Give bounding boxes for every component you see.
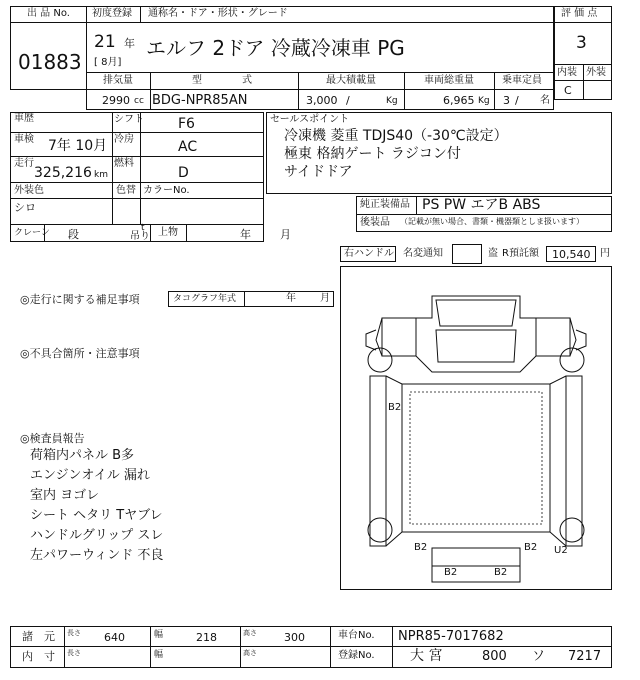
length-value: 640 bbox=[104, 631, 125, 644]
dimensions-frame bbox=[10, 626, 612, 668]
inner-length-label: 長さ bbox=[67, 649, 81, 657]
inspector-line-3: 室内 ヨゴレ bbox=[30, 488, 100, 503]
lift-month: 月 bbox=[280, 228, 291, 241]
dimensions-label: 諸 元 bbox=[22, 630, 55, 643]
registration-class: 800 bbox=[482, 649, 507, 664]
recycle-prefix: 盗 bbox=[488, 248, 498, 259]
lift-label: 上物 bbox=[158, 227, 178, 238]
sales-point-line-2: 極東 格納ゲート ラジコン付 bbox=[284, 146, 461, 162]
mileage-unit: km bbox=[94, 170, 108, 180]
capacity-slash: / bbox=[515, 94, 519, 107]
chassis-number: NPR85-7017682 bbox=[398, 629, 504, 644]
registration-month: [ 8月] bbox=[94, 57, 122, 68]
ext-color-value: シロ bbox=[14, 201, 36, 214]
fuel-label: 燃料 bbox=[114, 158, 134, 169]
sales-point-line-1: 冷凍機 菱重 TDJS40（-30℃設定） bbox=[284, 128, 508, 144]
damage-mark-rear-left: B2 bbox=[414, 542, 428, 553]
crane-label: クレーン bbox=[14, 228, 50, 238]
model-label: 型 式 bbox=[192, 75, 252, 86]
displacement-value: 2990 bbox=[102, 94, 130, 107]
aftermarket-note: （記載が無い場合、書類・機器類としま扱います） bbox=[400, 217, 584, 226]
inspector-line-6: 左パワーウィンド 不良 bbox=[30, 548, 164, 563]
ac-label: 冷房 bbox=[114, 134, 134, 145]
capacity-label: 乗車定員 bbox=[502, 75, 542, 86]
color-code-label: 色替 bbox=[116, 185, 136, 196]
max-load-label: 最大積載量 bbox=[326, 75, 376, 86]
fuel-value: D bbox=[178, 165, 189, 181]
mileage-label: 走行 bbox=[14, 158, 34, 169]
history-label: 車歴 bbox=[14, 113, 34, 124]
sales-point-label: セールスポイント bbox=[270, 114, 350, 125]
gross-weight-label: 車両総重量 bbox=[424, 75, 474, 86]
capacity-value: 3 bbox=[503, 94, 510, 107]
registration-kana: ソ bbox=[532, 649, 546, 664]
name-change-label: 名変通知 bbox=[403, 248, 443, 259]
exterior-label: 外装 bbox=[586, 67, 606, 78]
tachograph-year: 年 bbox=[286, 293, 296, 304]
inner-dimensions-label: 内 寸 bbox=[22, 650, 55, 663]
registration-year: 21 bbox=[94, 32, 116, 52]
width-value: 218 bbox=[196, 631, 217, 644]
max-load-slash: / bbox=[346, 94, 350, 107]
aftermarket-label: 後装品 bbox=[360, 217, 390, 228]
height-value: 300 bbox=[284, 631, 305, 644]
capacity-unit: 名 bbox=[540, 95, 550, 106]
inner-height-label: 高さ bbox=[243, 649, 257, 657]
inner-width-label: 幅 bbox=[154, 650, 164, 660]
defects-title: ◎不具合箇所・注意事項 bbox=[20, 347, 140, 360]
registration-year-unit: 年 bbox=[124, 37, 135, 50]
interior-label: 内装 bbox=[557, 67, 577, 78]
damage-mark-right-rear: U2 bbox=[554, 545, 568, 556]
inspection-label: 車検 bbox=[14, 134, 34, 145]
crane-hook: 吊り bbox=[130, 231, 150, 242]
recycle-amount: 10,540 bbox=[552, 248, 591, 261]
max-load-unit: Kg bbox=[386, 96, 398, 106]
height-label: 高さ bbox=[243, 629, 257, 637]
inspector-line-2: エンジンオイル 漏れ bbox=[30, 468, 150, 483]
chassis-label: 車台No. bbox=[338, 630, 375, 641]
ext-color-label: 外装色 bbox=[14, 185, 44, 196]
car-name: エルフ 2ドア 冷蔵冷凍車 PG bbox=[146, 36, 405, 60]
displacement-unit: cc bbox=[134, 96, 144, 106]
lot-number-label: 出 品 No. bbox=[27, 8, 70, 19]
rhd-label: 右ハンドル bbox=[344, 248, 394, 259]
inspector-line-1: 荷箱内パネル B多 bbox=[30, 448, 135, 463]
lift-year: 年 bbox=[240, 228, 251, 241]
sales-point-line-3: サイドドア bbox=[284, 164, 353, 180]
damage-mark-rear-right: B2 bbox=[524, 542, 538, 553]
registration-area: 大 宮 bbox=[410, 648, 443, 664]
crane-ton: t bbox=[141, 223, 145, 233]
inspector-title: ◎検査員報告 bbox=[20, 432, 85, 445]
car-name-label: 通称名・ドア・形状・グレード bbox=[148, 8, 288, 19]
shift-value: F6 bbox=[178, 116, 195, 132]
damage-mark-tail-left: B2 bbox=[444, 567, 458, 578]
lot-number: 01883 bbox=[18, 50, 82, 74]
width-label: 幅 bbox=[154, 630, 164, 640]
crane-step: 段 bbox=[68, 228, 79, 241]
tachograph-label: タコグラフ年式 bbox=[173, 294, 237, 304]
first-registration-label: 初度登録 bbox=[92, 8, 132, 19]
genuine-equipment-label: 純正装備品 bbox=[360, 199, 410, 210]
interior-grade: C bbox=[564, 84, 572, 97]
model-value: BDG-NPR85AN bbox=[152, 93, 248, 108]
inspector-line-4: シート ヘタリ Tヤブレ bbox=[30, 508, 163, 523]
inspection-value: 7年 10月 bbox=[48, 138, 108, 154]
mileage-value: 325,216 bbox=[34, 165, 92, 181]
gross-weight-unit: Kg bbox=[478, 96, 490, 106]
grade-score: 3 bbox=[576, 33, 587, 53]
max-load-value: 3,000 bbox=[306, 94, 338, 107]
registration-number: 7217 bbox=[568, 649, 602, 664]
recycle-unit: 円 bbox=[600, 248, 610, 259]
registration-label: 登録No. bbox=[338, 650, 375, 661]
damage-mark-left-side: B2 bbox=[388, 402, 402, 413]
tachograph-month: 月 bbox=[320, 293, 330, 304]
inspector-line-5: ハンドルグリップ スレ bbox=[30, 528, 164, 543]
genuine-equipment-value: PS PW エアB ABS bbox=[422, 197, 541, 213]
grade-label: 評 価 点 bbox=[561, 8, 598, 19]
ac-value: AC bbox=[178, 139, 198, 155]
supplement-title: ◎走行に関する補足事項 bbox=[20, 293, 140, 306]
shift-label: シフト bbox=[114, 114, 144, 125]
damage-mark-tail-right: B2 bbox=[494, 567, 508, 578]
color-no-label: カラーNo. bbox=[143, 185, 190, 196]
recycle-label: R預託額 bbox=[502, 248, 539, 259]
length-label: 長さ bbox=[67, 629, 81, 637]
gross-weight-value: 6,965 bbox=[443, 94, 475, 107]
displacement-label: 排気量 bbox=[103, 75, 133, 86]
